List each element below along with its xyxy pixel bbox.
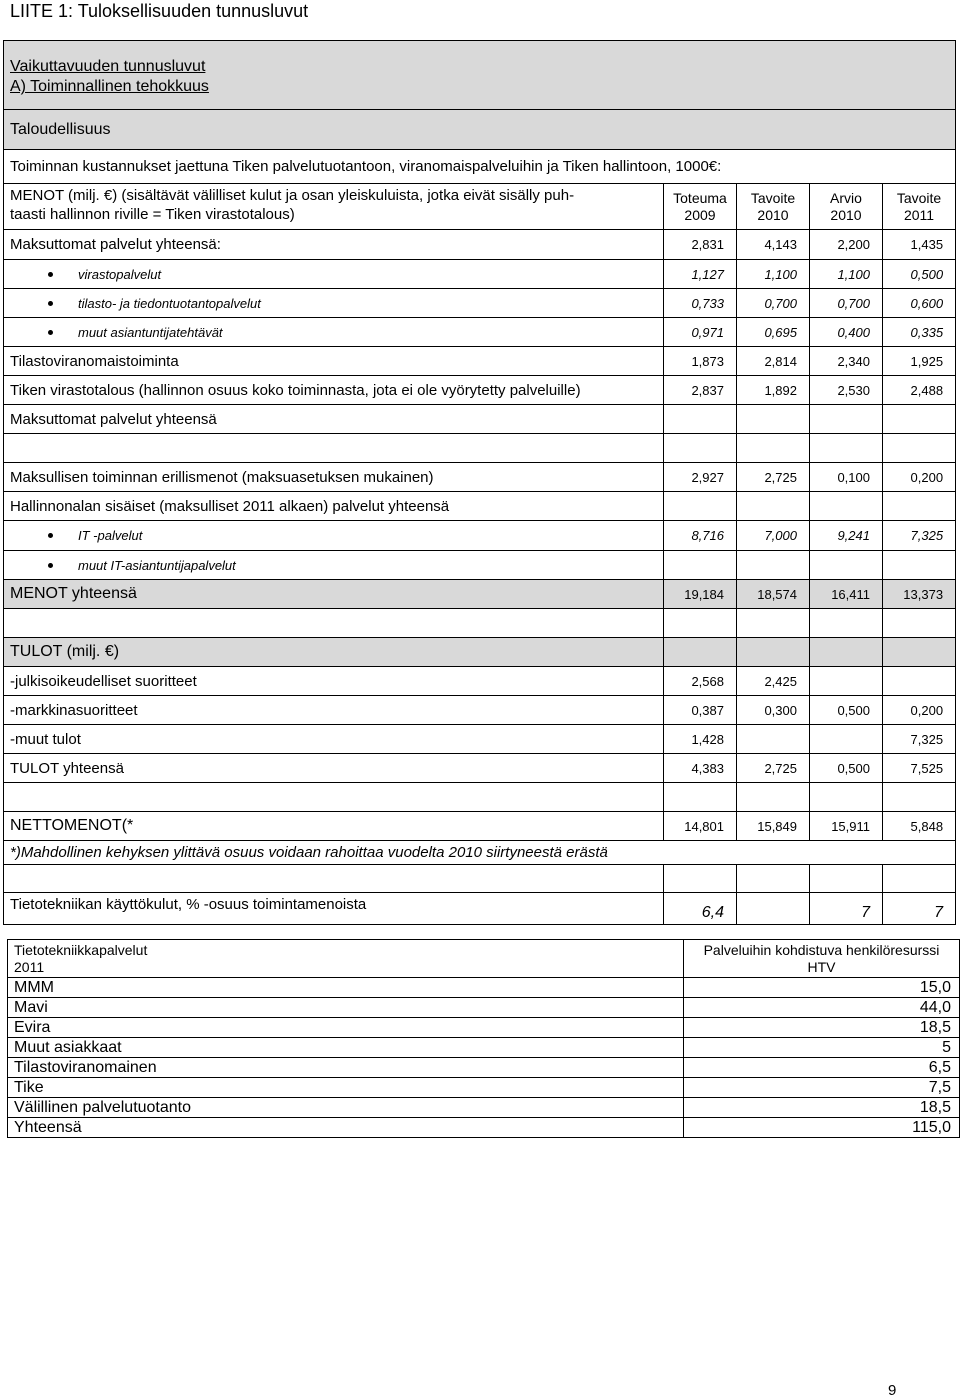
it-row-value: 7,5 <box>684 1078 960 1098</box>
it-table-row <box>8 1078 960 1098</box>
row-label <box>4 865 664 893</box>
indicators-table <box>3 40 956 925</box>
section-label: Taloudellisuus <box>4 110 956 150</box>
row-value-1: 1,127 <box>664 260 737 289</box>
row-value-3: 0,400 <box>810 318 883 347</box>
page-number: 9 <box>888 1382 897 1399</box>
row-label-text: tilasto- ja tiedontuotantopalvelut <box>78 295 261 311</box>
it-row-label: Tike <box>8 1078 684 1098</box>
row-value-3: 2,200 <box>810 230 883 260</box>
row-value-2 <box>737 783 810 812</box>
table-row <box>4 405 956 434</box>
it-table-header <box>8 940 960 978</box>
row-value-2: 2,425 <box>737 667 810 696</box>
it-head-left-1: Tietotekniikkapalvelut <box>14 941 148 958</box>
row-value-3: 0,500 <box>810 696 883 725</box>
row-label <box>4 783 664 812</box>
row-value-1: 2,831 <box>664 230 737 260</box>
row-value-3 <box>810 638 883 667</box>
row-value-2 <box>737 893 810 925</box>
it-table-row <box>8 1098 960 1118</box>
row-label: Maksuttomat palvelut yhteensä <box>4 405 664 434</box>
row-label-text: muut asiantuntijatehtävät <box>78 324 223 340</box>
row-value-1 <box>664 492 737 521</box>
it-table-row <box>8 1058 960 1078</box>
header-line-1: Vaikuttavuuden tunnusluvut <box>10 58 206 75</box>
it-table-row <box>8 1118 960 1138</box>
row-value-3 <box>810 405 883 434</box>
row-label: NETTOMENOT(* <box>4 812 664 841</box>
row-label: -julkisoikeudelliset suoritteet <box>4 667 664 696</box>
table-row <box>4 347 956 376</box>
row-label: *)Mahdollinen kehyksen ylittävä osuus voidaan rahoittaa vuodelta 2010 siirtyneestä erästä <box>4 841 956 865</box>
row-value-3 <box>810 725 883 754</box>
row-value-3: 7 <box>810 893 883 925</box>
row-label: MENOT yhteensä <box>4 580 664 609</box>
row-value-3: 16,411 <box>810 580 883 609</box>
row-value-2: 2,725 <box>737 463 810 492</box>
row-label <box>4 260 664 289</box>
it-row-value: 5 <box>684 1038 960 1058</box>
row-label: TULOT (milj. €) <box>4 638 664 667</box>
it-head-right-1: Palveluihin kohdistuva henkilöresurssi <box>703 941 940 958</box>
col-header-tavoite-2010: Tavoite 2010 <box>737 184 810 230</box>
col-header-arvio-2010: Arvio 2010 <box>810 184 883 230</box>
row-value-2: 7,000 <box>737 521 810 551</box>
row-label: -markkinasuoritteet <box>4 696 664 725</box>
row-value-2: 0,695 <box>737 318 810 347</box>
it-row-value: 44,0 <box>684 998 960 1018</box>
row-value-2: 0,300 <box>737 696 810 725</box>
it-row-label: Välillinen palvelutuotanto <box>8 1098 684 1118</box>
row-value-2 <box>737 405 810 434</box>
row-value-3: 1,100 <box>810 260 883 289</box>
it-table-row <box>8 998 960 1018</box>
row-value-2: 2,725 <box>737 754 810 783</box>
it-row-label: Evira <box>8 1018 684 1038</box>
caption-row <box>4 150 956 184</box>
row-label-text: virastopalvelut <box>78 266 162 282</box>
table-row <box>4 289 956 318</box>
row-value-1 <box>664 638 737 667</box>
row-value-4: 2,488 <box>883 376 956 405</box>
row-value-4: 0,200 <box>883 463 956 492</box>
row-value-4 <box>883 405 956 434</box>
row-value-2 <box>737 551 810 580</box>
column-header-row <box>4 184 956 230</box>
row-value-4: 7,525 <box>883 754 956 783</box>
table-row <box>4 893 956 925</box>
row-value-4 <box>883 783 956 812</box>
row-value-4 <box>883 667 956 696</box>
menot-label-1: MENOT (milj. €) (sisältävät välilliset kulut ja osan yleiskuluista, jotka eivät sisälly puh- <box>10 187 575 204</box>
row-label: Maksuttomat palvelut yhteensä: <box>4 230 664 260</box>
table-row <box>4 696 956 725</box>
it-row-value: 6,5 <box>684 1058 960 1078</box>
row-value-1: 0,733 <box>664 289 737 318</box>
row-value-3: 9,241 <box>810 521 883 551</box>
table-row <box>4 725 956 754</box>
row-value-1: 2,568 <box>664 667 737 696</box>
row-value-1: 0,387 <box>664 696 737 725</box>
it-row-value: 18,5 <box>684 1098 960 1118</box>
row-label-text: IT -palvelut <box>78 528 143 543</box>
it-row-label: MMM <box>8 978 684 998</box>
row-value-1: 2,837 <box>664 376 737 405</box>
row-value-2: 2,814 <box>737 347 810 376</box>
row-value-2: 0,700 <box>737 289 810 318</box>
row-label: Tilastoviranomaistoiminta <box>4 347 664 376</box>
row-value-3: 0,100 <box>810 463 883 492</box>
row-value-1: 19,184 <box>664 580 737 609</box>
table-row <box>4 551 956 580</box>
row-value-4 <box>883 638 956 667</box>
it-row-label: Yhteensä <box>8 1118 684 1138</box>
table-row <box>4 754 956 783</box>
row-label: Hallinnonalan sisäiset (maksulliset 2011 alkaen) palvelut yhteensä <box>4 492 664 521</box>
row-value-1: 8,716 <box>664 521 737 551</box>
row-value-1: 0,971 <box>664 318 737 347</box>
row-value-3: 0,700 <box>810 289 883 318</box>
it-services-table <box>7 939 960 1138</box>
row-value-1 <box>664 609 737 638</box>
row-label-text: muut IT-asiantuntijapalvelut <box>78 557 236 573</box>
row-value-1: 1,873 <box>664 347 737 376</box>
row-label: Maksullisen toiminnan erillismenot (maksuasetuksen mukainen) <box>4 463 664 492</box>
row-value-4 <box>883 609 956 638</box>
row-value-1: 4,383 <box>664 754 737 783</box>
table-row <box>4 230 956 260</box>
row-value-4: 0,335 <box>883 318 956 347</box>
row-value-4: 0,500 <box>883 260 956 289</box>
page-title: LIITE 1: Tuloksellisuuden tunnusluvut <box>10 1 309 21</box>
row-value-2: 4,143 <box>737 230 810 260</box>
row-value-2: 1,100 <box>737 260 810 289</box>
it-row-label: Mavi <box>8 998 684 1018</box>
table-row <box>4 638 956 667</box>
row-value-4: 7,325 <box>883 725 956 754</box>
row-value-4: 13,373 <box>883 580 956 609</box>
row-label: Tietotekniikan käyttökulut, % -osuus toimintamenoista <box>4 893 664 925</box>
it-row-value: 115,0 <box>684 1118 960 1138</box>
section-row <box>4 110 956 150</box>
table-row <box>4 580 956 609</box>
table-row <box>4 841 956 865</box>
row-value-3 <box>810 434 883 463</box>
row-label <box>4 434 664 463</box>
row-value-3 <box>810 551 883 580</box>
table-row <box>4 463 956 492</box>
row-value-4 <box>883 865 956 893</box>
row-value-2 <box>737 434 810 463</box>
it-table-row <box>8 1038 960 1058</box>
row-value-4: 5,848 <box>883 812 956 841</box>
row-value-3: 0,500 <box>810 754 883 783</box>
row-value-1 <box>664 865 737 893</box>
row-value-1 <box>664 551 737 580</box>
row-value-4: 0,200 <box>883 696 956 725</box>
row-value-3 <box>810 865 883 893</box>
row-value-2 <box>737 492 810 521</box>
row-value-2: 15,849 <box>737 812 810 841</box>
table-row <box>4 609 956 638</box>
row-value-2 <box>737 865 810 893</box>
row-value-3: 15,911 <box>810 812 883 841</box>
row-value-4: 7 <box>883 893 956 925</box>
caption-text: Toiminnan kustannukset jaettuna Tiken palvelutuotantoon, viranomaispalveluihin ja Tiken hallintoon, 1000€: <box>4 150 956 184</box>
row-label: Tiken virastotalous (hallinnon osuus koko toiminnasta, jota ei ole vyörytetty palveluille) <box>4 376 664 405</box>
row-value-1: 2,927 <box>664 463 737 492</box>
table-row <box>4 521 956 551</box>
row-value-1: 1,428 <box>664 725 737 754</box>
table-row <box>4 865 956 893</box>
row-value-2 <box>737 725 810 754</box>
header-line-2: A) Toiminnallinen tehokkuus <box>10 78 209 95</box>
table-row <box>4 260 956 289</box>
col-header-tavoite-2011: Tavoite 2011 <box>883 184 956 230</box>
row-value-1 <box>664 783 737 812</box>
row-label: TULOT yhteensä <box>4 754 664 783</box>
row-value-4 <box>883 434 956 463</box>
table-row <box>4 376 956 405</box>
it-row-label: Muut asiakkaat <box>8 1038 684 1058</box>
row-value-3 <box>810 783 883 812</box>
row-value-3 <box>810 609 883 638</box>
row-value-2 <box>737 638 810 667</box>
row-label: -muut tulot <box>4 725 664 754</box>
row-label <box>4 318 664 347</box>
row-value-4: 1,435 <box>883 230 956 260</box>
menot-label-2: taasti hallinnon riville = Tiken virastotalous) <box>10 206 295 223</box>
row-value-1: 6,4 <box>664 893 737 925</box>
row-value-2: 1,892 <box>737 376 810 405</box>
table-row <box>4 812 956 841</box>
table-header-row <box>4 41 956 110</box>
row-value-4: 0,600 <box>883 289 956 318</box>
row-value-1: 14,801 <box>664 812 737 841</box>
it-row-value: 18,5 <box>684 1018 960 1038</box>
row-value-1 <box>664 405 737 434</box>
row-value-3 <box>810 492 883 521</box>
row-value-3 <box>810 667 883 696</box>
table-row <box>4 434 956 463</box>
row-value-2 <box>737 609 810 638</box>
it-head-right-2: HTV <box>807 958 836 975</box>
row-label <box>4 609 664 638</box>
row-label <box>4 551 664 580</box>
table-row <box>4 492 956 521</box>
row-value-1 <box>664 434 737 463</box>
it-row-value: 15,0 <box>684 978 960 998</box>
row-value-4 <box>883 492 956 521</box>
row-label <box>4 521 664 551</box>
it-table-row <box>8 1018 960 1038</box>
it-table-row <box>8 978 960 998</box>
it-head-left-2: 2011 <box>14 958 45 975</box>
row-value-4 <box>883 551 956 580</box>
row-label <box>4 289 664 318</box>
table-row <box>4 783 956 812</box>
row-value-2: 18,574 <box>737 580 810 609</box>
table-row <box>4 667 956 696</box>
row-value-3: 2,340 <box>810 347 883 376</box>
row-value-4: 7,325 <box>883 521 956 551</box>
col-header-toteuma-2009: Toteuma 2009 <box>664 184 737 230</box>
it-row-label: Tilastoviranomainen <box>8 1058 684 1078</box>
row-value-3: 2,530 <box>810 376 883 405</box>
row-value-4: 1,925 <box>883 347 956 376</box>
table-row <box>4 318 956 347</box>
